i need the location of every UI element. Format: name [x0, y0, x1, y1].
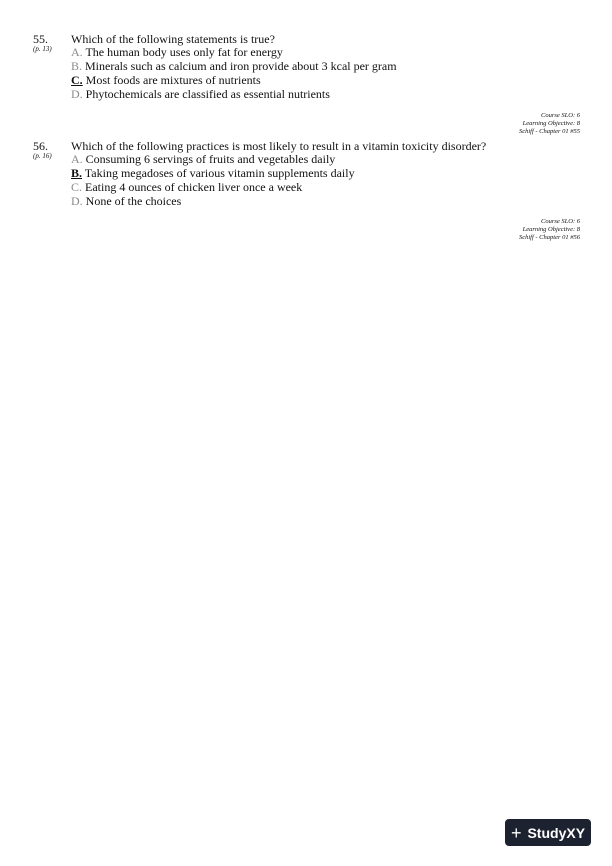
answer-option-c: [71, 180, 355, 194]
question-stem: Which of the following practices is most likely to result in a vitamin toxicity disorder?: [71, 139, 487, 153]
question-55-metadata: [519, 112, 580, 136]
option-letter: D.: [71, 194, 83, 208]
course-slo: Course SLO: 6: [540, 112, 580, 119]
option-text: Minerals such as calcium and iron provide about 3 kcal per gram: [82, 59, 397, 73]
answer-option-d: [71, 194, 355, 208]
question-56-metadata: [519, 218, 580, 242]
answer-options: [71, 152, 355, 208]
option-letter: B.: [71, 59, 83, 73]
option-text: Eating 4 ounces of chicken liver once a week: [82, 180, 303, 194]
answer-option-d: [71, 87, 397, 101]
option-text: Taking megadoses of various vitamin supplements daily: [82, 166, 355, 180]
option-letter: C.: [71, 180, 83, 194]
option-letter: D.: [71, 87, 83, 101]
answer-option-a: [71, 152, 355, 166]
option-letter: A.: [71, 152, 83, 166]
chapter-ref: Schiff - Chapter 01 #55: [518, 128, 580, 135]
option-letter: B.: [71, 166, 83, 180]
option-text: Phytochemicals are classified as essential nutrients: [82, 87, 330, 101]
answer-option-c-correct: [71, 73, 397, 87]
answer-option-a: [71, 45, 397, 59]
option-letter: C.: [71, 73, 83, 87]
answer-option-b-correct: [71, 166, 355, 180]
question-number: 55.: [33, 32, 48, 46]
option-text: None of the choices: [82, 194, 182, 208]
course-slo: Course SLO: 6: [540, 218, 580, 225]
option-text: The human body uses only fat for energy: [82, 45, 283, 59]
question-page-ref: (p. 13): [33, 45, 52, 53]
plus-icon: +: [510, 822, 522, 843]
question-stem: Which of the following statements is true?: [71, 32, 275, 46]
option-letter: A.: [71, 45, 83, 59]
brand-name: StudyXY: [527, 824, 586, 841]
option-text: Most foods are mixtures of nutrients: [82, 73, 261, 87]
answer-options: [71, 45, 397, 101]
answer-option-b: [71, 59, 397, 73]
learning-objective: Learning Objective: 8: [522, 120, 580, 127]
studyxy-logo-badge[interactable]: [505, 819, 591, 846]
question-number: 56.: [33, 139, 48, 153]
option-text: Consuming 6 servings of fruits and vegetables daily: [82, 152, 336, 166]
chapter-ref: Schiff - Chapter 01 #56: [518, 234, 580, 241]
question-page-ref: (p. 16): [33, 152, 52, 160]
learning-objective: Learning Objective: 8: [522, 226, 580, 233]
